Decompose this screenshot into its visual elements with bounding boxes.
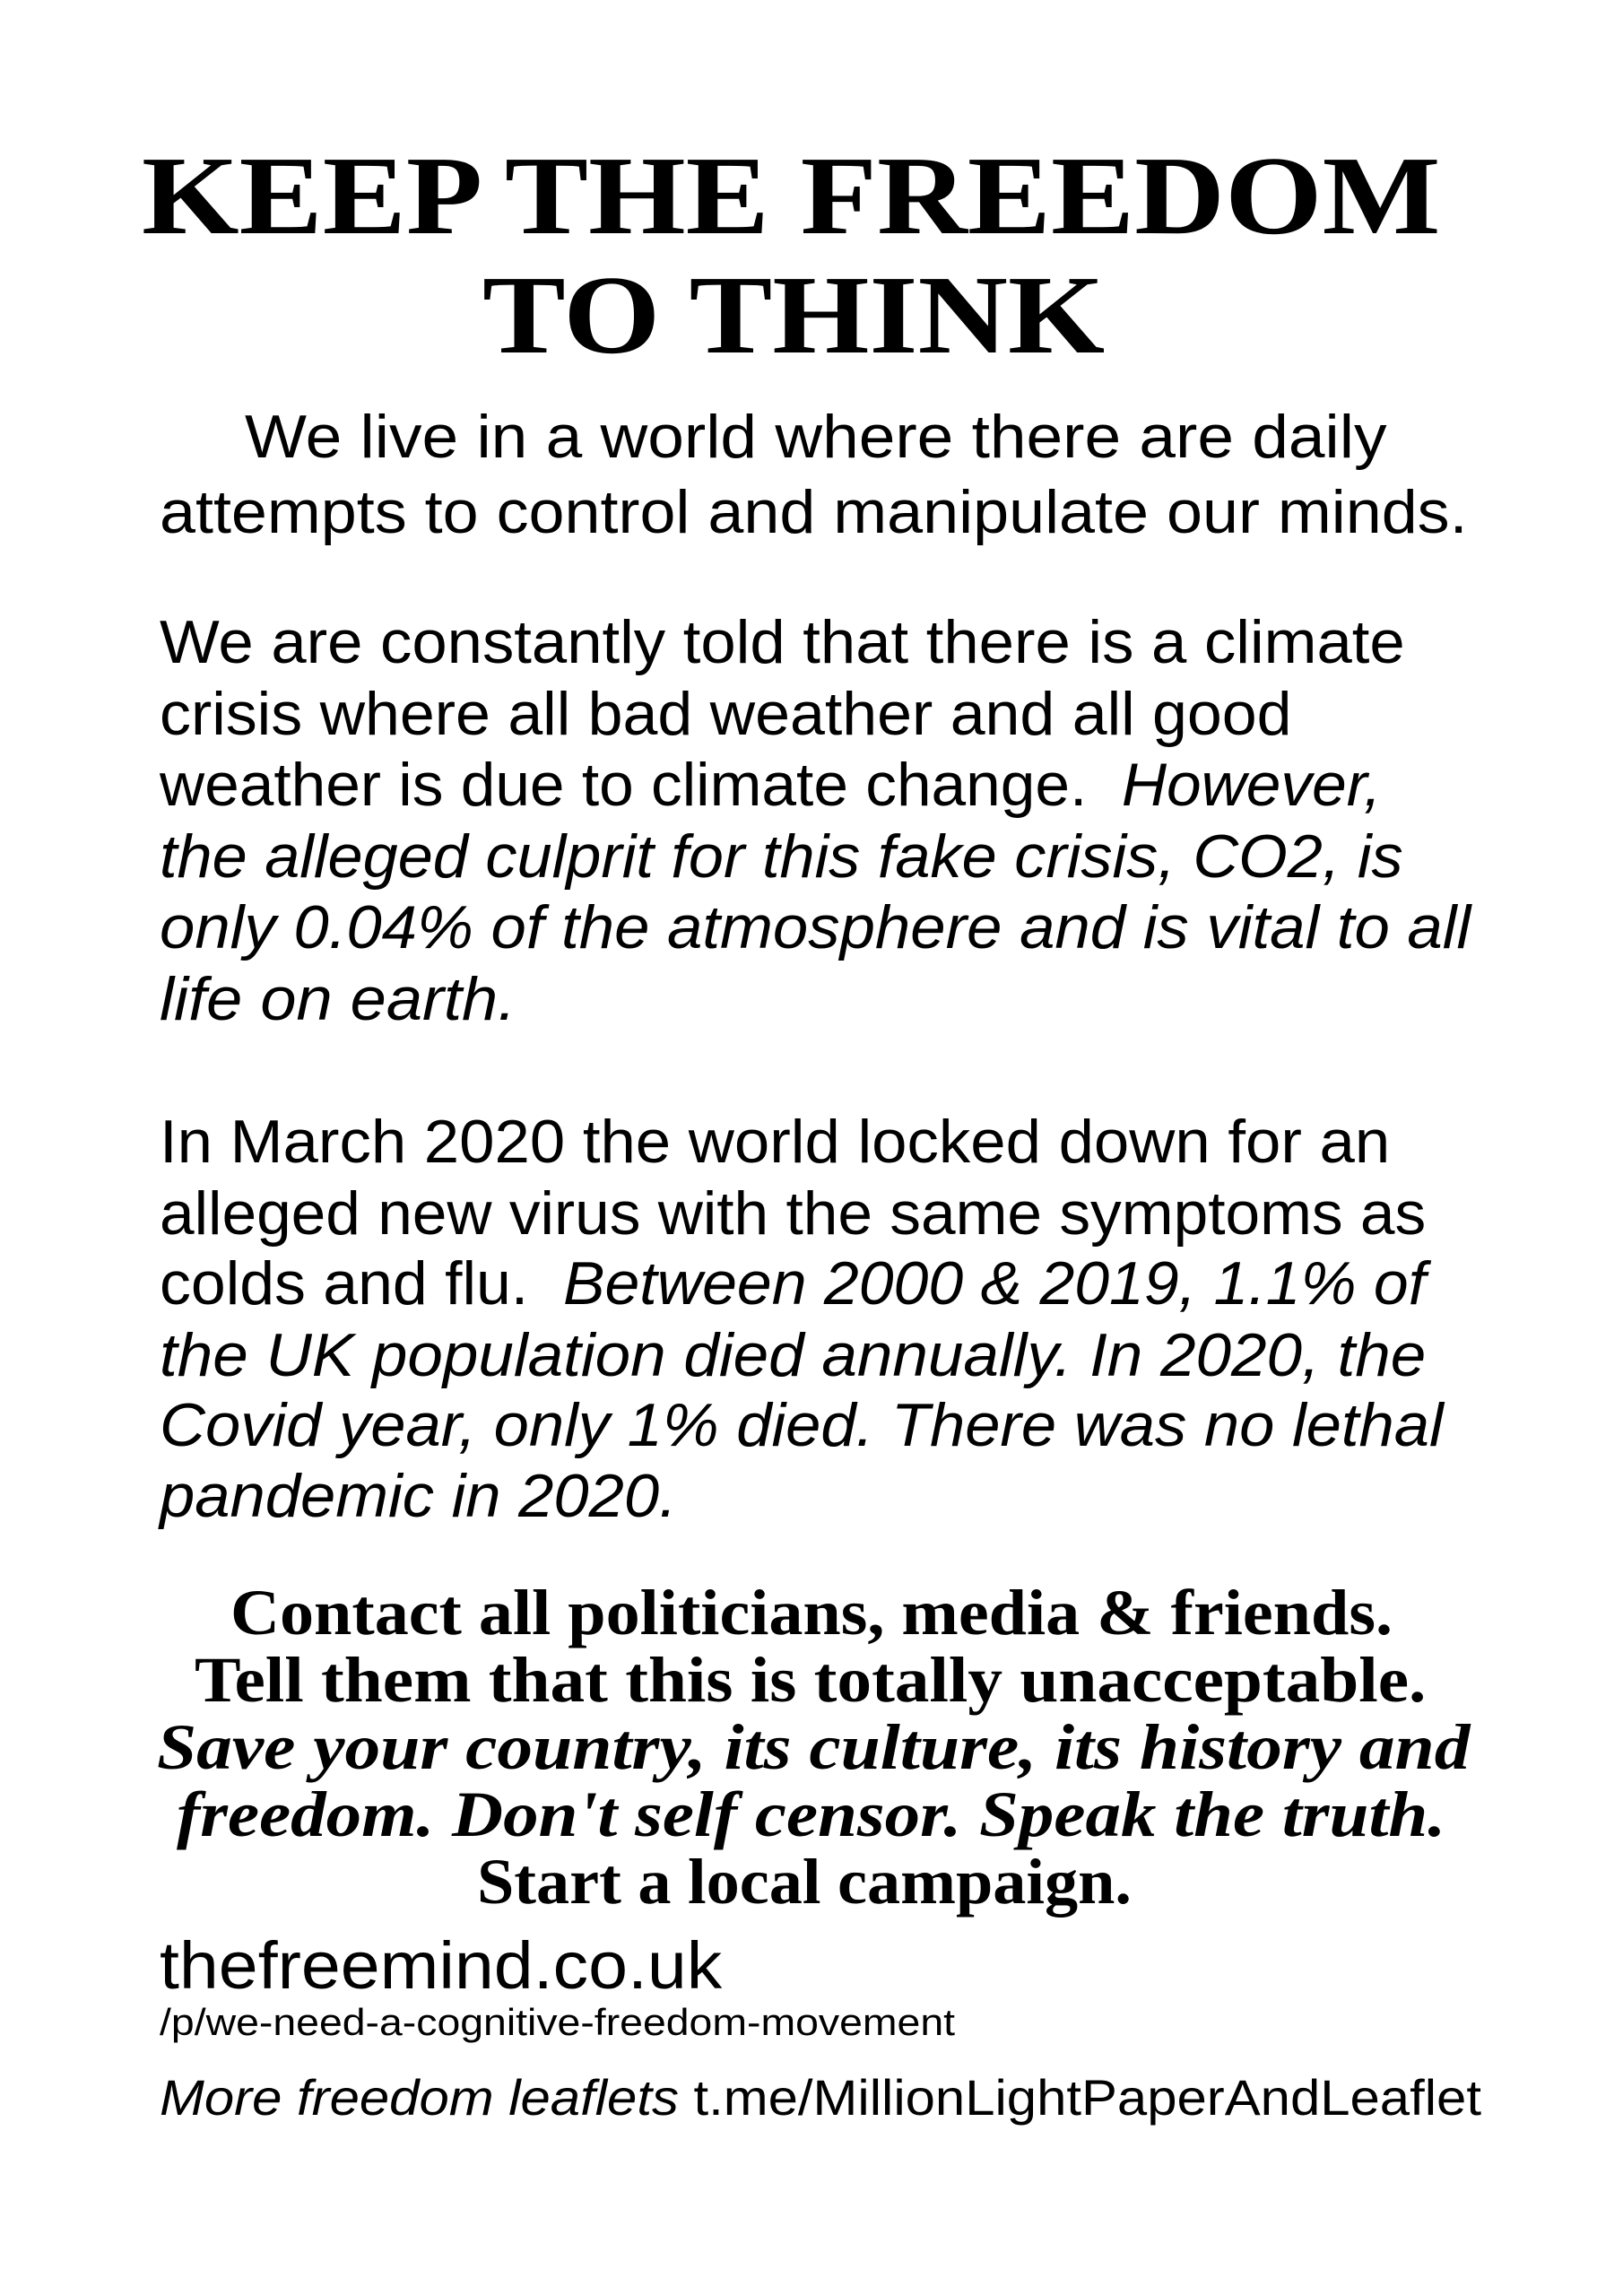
pandemic-line-5: Covid year, only 1% died. There was no lethal — [160, 1391, 1444, 1459]
climate-line-4: the alleged culprit for this fake crisis, CO2, is — [160, 822, 1403, 891]
climate-line-3-italic: However, — [1121, 751, 1382, 819]
more-leaflets-label: More freedom leaflets — [160, 2069, 679, 2126]
intro-line-2: attempts to control and manipulate our minds. — [160, 478, 1468, 546]
title-line-2: TO THINK — [482, 254, 1106, 378]
website-path-link[interactable]: /p/we-need-a-cognitive-freedom-movement — [160, 2001, 956, 2043]
climate-line-3-regular: weather is due to climate change. — [160, 751, 1122, 819]
pandemic-line-3-regular: colds and flu. — [160, 1249, 563, 1318]
cta-line-2: Tell them that this is totally unacceptable. — [195, 1644, 1427, 1716]
website-link[interactable]: thefreemind.co.uk — [160, 1928, 723, 2003]
climate-line-3 — [160, 751, 1382, 819]
pandemic-line-3 — [160, 1249, 1427, 1318]
more-leaflets-line — [160, 2069, 1481, 2126]
pandemic-line-1: In March 2020 the world locked down for an — [160, 1108, 1391, 1176]
pandemic-line-2: alleged new virus with the same symptoms as — [160, 1179, 1427, 1248]
pandemic-line-3-italic: Between 2000 & 2019, 1.1% of — [562, 1249, 1427, 1318]
title-line-1: KEEP THE FREEDOM — [142, 135, 1441, 258]
cta-line-5: Start a local campaign. — [477, 1846, 1132, 1918]
cta-line-4: freedom. Don't self censor. Speak the truth. — [177, 1779, 1446, 1850]
cta-line-1: Contact all politicians, media & friends. — [230, 1577, 1393, 1648]
climate-line-1: We are constantly told that there is a climate — [160, 608, 1405, 676]
intro-line-1: We live in a world where there are daily — [245, 403, 1387, 471]
climate-line-5: only 0.04% of the atmosphere and is vital to all — [160, 893, 1471, 961]
telegram-link[interactable]: t.me/MillionLightPaperAndLeaflet — [678, 2069, 1481, 2126]
climate-line-6: life on earth. — [160, 965, 516, 1033]
cta-line-3: Save your country, its culture, its history and — [157, 1711, 1471, 1783]
climate-line-2: crisis where all bad weather and all good — [160, 680, 1292, 748]
pandemic-line-6: pandemic in 2020. — [160, 1462, 677, 1530]
pandemic-line-4: the UK population died annually. In 2020, the — [160, 1321, 1427, 1389]
